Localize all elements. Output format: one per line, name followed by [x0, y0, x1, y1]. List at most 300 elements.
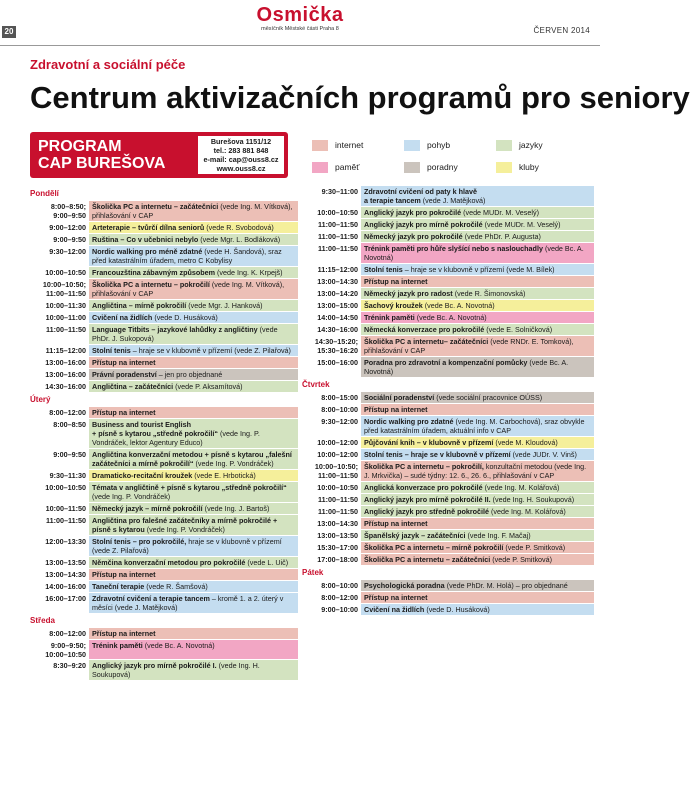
- event-title: Business and tourist English + písně s kytarou „středně pokročilí“: [92, 420, 219, 438]
- schedule-list: [302, 580, 594, 615]
- schedule-list: [302, 392, 594, 565]
- event-details: (vede R. Šamšová): [146, 582, 208, 591]
- schedule-event: [361, 554, 594, 565]
- schedule-list: [30, 628, 298, 680]
- schedule-time: 9:30–11:00: [321, 187, 358, 196]
- event-title: Právní poradenství: [92, 370, 157, 379]
- day-heading-tuesday: Úterý: [30, 395, 51, 404]
- event-details: (vede PhDr. J. Sukopová): [92, 325, 278, 343]
- event-title: Přístup na internet: [92, 570, 156, 579]
- event-details: (vede J. Matějková): [422, 196, 486, 205]
- schedule-event: [361, 404, 594, 415]
- schedule-row: [302, 542, 594, 553]
- schedule-time: 13:00–14:30: [317, 277, 358, 286]
- schedule-event: [361, 219, 594, 230]
- event-details: (vede P. Smitková): [492, 555, 553, 564]
- schedule-time: 13:00–13:50: [317, 531, 358, 540]
- logo-name: Osmička: [256, 4, 344, 26]
- schedule-time: 10:00–12:00: [317, 438, 358, 447]
- event-details: (vede Bc. A. Novotná): [144, 641, 215, 650]
- schedule-row: [30, 569, 298, 580]
- page-number: 20: [2, 26, 16, 38]
- schedule-row: [30, 482, 298, 502]
- schedule-list: [302, 186, 594, 377]
- schedule-row: [30, 628, 298, 639]
- schedule-row: [302, 276, 594, 287]
- page-header: [0, 0, 600, 46]
- schedule-time: 8:00–8:50; 9:00–9:50: [50, 202, 86, 220]
- legend-swatch: [312, 140, 328, 151]
- schedule-row: [302, 207, 594, 218]
- schedule-row: [30, 470, 298, 481]
- event-title: Cvičení na židlích: [92, 313, 153, 322]
- event-details: (vede Bc. A. Novotná): [364, 244, 584, 262]
- program-title: [38, 138, 165, 172]
- event-title: Školička PC a internetu – začátečníci: [92, 202, 219, 211]
- category-legend: [312, 140, 592, 182]
- event-details: (vede Bc. A. Novotná): [416, 313, 487, 322]
- event-title: Přístup na internet: [364, 593, 428, 602]
- schedule-row: [30, 369, 298, 380]
- legend-label: poradny: [427, 162, 458, 172]
- schedule-row: [302, 604, 594, 615]
- schedule-event: [361, 416, 594, 436]
- schedule-row: [30, 357, 298, 368]
- schedule-row: [302, 580, 594, 591]
- schedule-row: [30, 201, 298, 221]
- schedule-list: [30, 407, 298, 613]
- event-details: (vede Ing. M. Vítková), přihlašování v CAP: [92, 280, 285, 298]
- issue-date: ČERVEN 2014: [533, 26, 590, 35]
- event-title: Trénink paměti: [364, 313, 415, 322]
- schedule-row: [302, 449, 594, 460]
- schedule-row: [30, 324, 298, 344]
- event-details: (vede M. Kloudová): [495, 438, 558, 447]
- schedule-event: [361, 357, 594, 377]
- schedule-time: 8:00–12:00: [49, 629, 86, 638]
- event-details: (vede MUDr. M. Veselý): [484, 220, 561, 229]
- schedule-event: [361, 300, 594, 311]
- schedule-row: [30, 279, 298, 299]
- event-details: (vede P. Aksamítová): [175, 382, 243, 391]
- magazine-logo[interactable]: [232, 4, 368, 33]
- schedule-time: 9:00–9:50; 10:00–10:50: [45, 641, 86, 659]
- schedule-event: [361, 312, 594, 323]
- event-details: (vede P. Smitková): [505, 543, 566, 552]
- schedule-row: [302, 219, 594, 230]
- schedule-row: [302, 324, 594, 335]
- schedule-time: 13:00–14:30: [317, 519, 358, 528]
- logo-subtitle: měsíčník Městské části Praha 8: [261, 26, 339, 32]
- schedule-event: [89, 515, 298, 535]
- legend-label: internet: [335, 140, 364, 150]
- schedule-event: [89, 357, 298, 368]
- event-details: (vede Ing. M. Kolářová): [491, 507, 566, 516]
- event-details: (vede Mgr. J. Hanková): [188, 301, 263, 310]
- schedule-event: [361, 392, 594, 403]
- day-heading-friday: Pátek: [302, 568, 324, 577]
- schedule-row: [30, 593, 298, 613]
- schedule-time: 8:00–8:50: [53, 420, 86, 429]
- schedule-event: [361, 288, 594, 299]
- schedule-event: [361, 518, 594, 529]
- schedule-event: [89, 569, 298, 580]
- schedule-row: [30, 503, 298, 514]
- program-title-line1: PROGRAM: [38, 138, 122, 155]
- schedule-row: [30, 234, 298, 245]
- event-details: (vede Ing. P. Vondráček): [92, 492, 171, 501]
- event-title: Školička PC a internetu – pokročilí: [92, 280, 210, 289]
- schedule-time: 16:00–17:00: [45, 594, 86, 603]
- event-title: Anglická konverzace pro pokročilé: [364, 483, 483, 492]
- event-title: Angličtina – začátečníci: [92, 382, 174, 391]
- schedule-time: 13:00–13:50: [45, 558, 86, 567]
- event-title: Stolní tenis: [364, 265, 403, 274]
- schedule-time: 9:30–11:30: [49, 471, 86, 480]
- schedule-time: 9:00–9:50: [53, 450, 86, 459]
- event-title: Stolní tenis – hraje se v klubovně v přízemí: [364, 450, 511, 459]
- schedule-time: 11:00–11:50: [318, 220, 358, 229]
- schedule-row: [302, 243, 594, 263]
- event-title: Anglický jazyk pro pokročilé: [364, 208, 462, 217]
- event-title: Přístup na internet: [364, 405, 428, 414]
- event-title: Přístup na internet: [364, 519, 428, 528]
- event-title: Přístup na internet: [92, 358, 156, 367]
- schedule-time: 12:00–13:30: [45, 537, 86, 546]
- event-title: Psychologická poradna: [364, 581, 445, 590]
- schedule-event: [89, 640, 298, 659]
- event-title: Trénink paměti: [92, 641, 143, 650]
- schedule-row: [302, 530, 594, 541]
- event-title: Stolní tenis: [92, 346, 131, 355]
- schedule-time: 11:15–12:00: [317, 265, 358, 274]
- schedule-time: 10:00–10:50: [45, 483, 86, 492]
- contact-email[interactable]: e-mail: cap@ouss8.cz: [203, 155, 279, 164]
- schedule-time: 14:30–16:00: [317, 325, 358, 334]
- schedule-time: 10:00–11:00: [45, 313, 86, 322]
- legend-swatch: [312, 162, 328, 173]
- schedule-event: [361, 264, 594, 275]
- schedule-row: [30, 407, 298, 418]
- event-title: Angličtina konverzační metodou + písně s kytarou „falešní začátečníci a mírně pokročilí“: [92, 450, 292, 468]
- event-details: (vede Ing. P. Vondráček, lektor Agentury Educo): [92, 429, 260, 447]
- event-details: (vede H. Šandová), sraz před katastrálním úřadem, metro C Kobylisy: [92, 247, 282, 265]
- schedule-event: [89, 593, 298, 613]
- event-title: Témata v angličtině + písně s kytarou „středně pokročilí“: [92, 483, 287, 492]
- event-title: Stolní tenis – pro pokročilé,: [92, 537, 187, 546]
- schedule-row: [302, 506, 594, 517]
- event-details: (vede L. Uič): [247, 558, 289, 567]
- schedule-event: [361, 243, 594, 263]
- legend-label: kluby: [519, 162, 539, 172]
- schedule-row: [30, 312, 298, 323]
- schedule-time: 8:00–12:00: [49, 408, 86, 417]
- event-details: (vede Ing. M. Carbochová), sraz obvykle před katastrálním úřadem, aktuální info v CAP: [364, 417, 585, 435]
- event-title: Dramaticko-recitační kroužek: [92, 471, 193, 480]
- schedule-row: [302, 336, 594, 356]
- event-title: Angličtina pro falešné začátečníky a mírně pokročilé + písně s kytarou: [92, 516, 278, 534]
- schedule-time: 9:00–10:00: [321, 605, 358, 614]
- schedule-time: 13:00–16:00: [45, 358, 86, 367]
- schedule-event: [361, 231, 594, 242]
- schedule-left-column: [30, 186, 298, 681]
- event-title: Zdravotní cvičení a terapie tancem: [92, 594, 210, 603]
- schedule-event: [89, 581, 298, 592]
- legend-swatch: [496, 140, 512, 151]
- schedule-event: [361, 592, 594, 603]
- schedule-row: [302, 300, 594, 311]
- event-details: (vede Bc. A. Novotná): [424, 301, 495, 310]
- schedule-time: 15:00–16:00: [317, 358, 358, 367]
- event-title: Španělský jazyk – začátečníci: [364, 531, 466, 540]
- schedule-row: [302, 392, 594, 403]
- event-details: (vede PhDr. P. Augusta): [464, 232, 541, 241]
- event-title: Šachový kroužek: [364, 301, 423, 310]
- event-title: Taneční terapie: [92, 582, 145, 591]
- schedule-event: [361, 542, 594, 553]
- event-details: (vede D. Husáková): [426, 605, 490, 614]
- event-title: Přístup na internet: [92, 629, 156, 638]
- day-heading-thursday: Čtvrtek: [302, 380, 330, 389]
- schedule-event: [361, 494, 594, 505]
- schedule-row: [30, 246, 298, 266]
- event-title: Zdravotní cvičení od paty k hlavě a terapie tancem: [364, 187, 478, 205]
- schedule-event: [89, 222, 298, 233]
- schedule-event: [361, 437, 594, 448]
- schedule-time: 10:00–10:50; 11:00–11:50: [314, 462, 358, 480]
- schedule-row: [30, 581, 298, 592]
- schedule-row: [302, 482, 594, 493]
- legend-label: paměť: [335, 162, 360, 172]
- event-title: Sociální poradenství: [364, 393, 435, 402]
- event-title: Nordic walking pro zdatné: [364, 417, 454, 426]
- event-details: (vede sociální pracovnice OÚSS): [436, 393, 543, 402]
- legend-label: jazyky: [519, 140, 543, 150]
- event-title: Anglický jazyk pro středně pokročilé: [364, 507, 490, 516]
- schedule-time: 8:00–15:00: [321, 393, 358, 402]
- section-rubric: Zdravotní a sociální péče: [30, 57, 186, 72]
- schedule-time: 11:00–11:50: [46, 325, 86, 334]
- schedule-time: 14:00–16:00: [45, 582, 86, 591]
- schedule-row: [30, 640, 298, 659]
- schedule-time: 13:00–16:00: [45, 370, 86, 379]
- schedule-time: 8:00–12:00: [321, 593, 358, 602]
- article-headline: Centrum aktivizačních programů pro seniory: [30, 80, 690, 115]
- event-details: (vede Ing. K. Krpejš): [217, 268, 283, 277]
- schedule-time: 9:00–9:50: [53, 235, 86, 244]
- schedule-event: [89, 419, 298, 448]
- event-title: Language Titbits – jazykové lahůdky z angličtiny: [92, 325, 258, 334]
- schedule-time: 14:30–16:00: [45, 382, 86, 391]
- event-title: Přístup na internet: [364, 277, 428, 286]
- event-title: Cvičení na židlích: [364, 605, 425, 614]
- schedule-time: 11:00–11:50: [318, 495, 358, 504]
- schedule-row: [30, 449, 298, 469]
- event-title: Ruština – Co v učebnici nebylo: [92, 235, 199, 244]
- schedule-time: 8:30–9:20: [53, 661, 86, 670]
- schedule-time: 10:00–10:50: [45, 268, 86, 277]
- event-details: (vede PhDr. M. Holá) – pro objednané: [446, 581, 568, 590]
- legend-swatch: [404, 140, 420, 151]
- schedule-event: [361, 580, 594, 591]
- event-details: (vede D. Husáková): [154, 313, 218, 322]
- event-title: Arteterapie – tvůrčí dílna seniorů: [92, 223, 205, 232]
- event-details: hraje se v klubovně v přízemí (vede Z. Pilařová): [92, 537, 282, 555]
- schedule-time: 8:00–10:00: [321, 405, 358, 414]
- event-title: Nordic walking pro méně zdatné: [92, 247, 203, 256]
- event-title: Německý jazyk pro pokročilé: [364, 232, 463, 241]
- schedule-row: [30, 381, 298, 392]
- schedule-row: [30, 300, 298, 311]
- schedule-row: [30, 419, 298, 448]
- schedule-row: [302, 404, 594, 415]
- schedule-event: [89, 369, 298, 380]
- schedule-event: [89, 628, 298, 639]
- event-title: Francouzština zábavným způsobem: [92, 268, 216, 277]
- schedule-event: [89, 234, 298, 245]
- schedule-time: 11:00–11:50: [46, 516, 86, 525]
- schedule-time: 13:00–14:30: [45, 570, 86, 579]
- event-details: (vede JUDr. V. Vinš): [512, 450, 577, 459]
- schedule-event: [89, 449, 298, 469]
- schedule-row: [302, 494, 594, 505]
- schedule-time: 14:30–15:20; 15:30–16:20: [314, 337, 358, 355]
- schedule-event: [89, 246, 298, 266]
- schedule-time: 11:00–11:50: [318, 507, 358, 516]
- schedule-row: [30, 536, 298, 556]
- event-details: – jen pro objednané: [158, 370, 223, 379]
- event-title: Německá konverzace pro pokročilé: [364, 325, 485, 334]
- event-title: Němčina konverzační metodou pro pokročilé: [92, 558, 246, 567]
- event-details: (vede R. Šimonovská): [454, 289, 526, 298]
- schedule-time: 9:30–12:00: [49, 247, 86, 256]
- schedule-time: 10:00–12:00: [317, 450, 358, 459]
- contact-address: Burešova 1151/12: [210, 137, 272, 146]
- schedule-event: [89, 312, 298, 323]
- legend-swatch: [496, 162, 512, 173]
- legend-label: pohyb: [427, 140, 451, 150]
- schedule-event: [361, 604, 594, 615]
- program-title-line2: CAP BUREŠOVA: [38, 155, 166, 172]
- event-details: (vede Bc. A. Novotná): [364, 358, 569, 376]
- event-details: – hraje se v klubovně v přízemí (vede Z. Pilařová): [132, 346, 291, 355]
- event-title: Přístup na internet: [92, 408, 156, 417]
- schedule-event: [361, 449, 594, 460]
- program-box: [30, 132, 288, 178]
- event-details: (vede Ing. P. Vondráček): [146, 525, 225, 534]
- schedule-row: [302, 357, 594, 377]
- schedule-event: [89, 267, 298, 278]
- event-title: Anglický jazyk pro mírně pokročilé I.: [92, 661, 217, 670]
- event-details: (vede E. Solničková): [486, 325, 553, 334]
- event-details: (vede RNDr. E. Tomková), přihlašování v CAP: [364, 337, 574, 355]
- schedule-row: [302, 312, 594, 323]
- schedule-event: [89, 470, 298, 481]
- schedule-row: [302, 264, 594, 275]
- event-details: – hraje se v klubovně v přízemí (vede M. Bílek): [404, 265, 555, 274]
- schedule-event: [89, 345, 298, 356]
- schedule-list: [30, 201, 298, 392]
- schedule-event: [89, 201, 298, 221]
- schedule-time: 13:00–15:00: [317, 301, 358, 310]
- schedule-row: [302, 437, 594, 448]
- schedule-event: [361, 336, 594, 356]
- contact-info: [198, 136, 284, 174]
- event-details: (vede Ing. H. Soukupová): [492, 495, 575, 504]
- schedule-time: 9:30–12:00: [321, 417, 358, 426]
- schedule-time: 14:00–14:50: [317, 313, 358, 322]
- schedule-row: [30, 660, 298, 680]
- schedule-time: 11:00–11:50: [318, 244, 358, 253]
- schedule-event: [89, 482, 298, 502]
- schedule-event: [89, 279, 298, 299]
- schedule-event: [361, 186, 594, 206]
- schedule-time: 15:30–17:00: [317, 543, 358, 552]
- schedule-time: 10:00–10:50: [317, 208, 358, 217]
- schedule-time: 11:15–12:00: [45, 346, 86, 355]
- event-details: (vede Ing. M. Vítková), přihlašování v CAP: [92, 202, 293, 220]
- schedule-row: [302, 186, 594, 206]
- event-details: (vede Ing. F. Mačaj): [467, 531, 531, 540]
- schedule-row: [30, 515, 298, 535]
- schedule-event: [89, 324, 298, 344]
- schedule-row: [302, 288, 594, 299]
- schedule-time: 10:00–10:50: [317, 483, 358, 492]
- event-details: (vede Ing. H. Soukupová): [92, 661, 260, 679]
- event-details: (vede E. Hrbotická): [194, 471, 256, 480]
- schedule-event: [89, 300, 298, 311]
- event-details: (vede Mgr. L. Bodláková): [200, 235, 281, 244]
- schedule-time: 17:00–18:00: [317, 555, 358, 564]
- event-details: (vede Ing. J. Bartoš): [204, 504, 270, 513]
- event-title: Školička PC a internetu– začátečníci: [364, 337, 489, 346]
- event-title: Německý jazyk – mírně pokročilí: [92, 504, 203, 513]
- schedule-row: [302, 592, 594, 603]
- schedule-event: [361, 530, 594, 541]
- event-title: Angličtina – mírně pokročilí: [92, 301, 187, 310]
- event-details: (vede Ing. P. Vondráček): [195, 459, 274, 468]
- schedule-time: 11:00–11:50: [318, 232, 358, 241]
- event-title: Školička PC a internetu – pokročilí,: [364, 462, 484, 471]
- schedule-event: [89, 660, 298, 680]
- contact-phone: tel.: 283 881 848: [213, 146, 269, 155]
- schedule-event: [361, 276, 594, 287]
- schedule-time: 9:00–12:00: [49, 223, 86, 232]
- event-details: – kromě 1. a 2. úterý v měsíci (vede J. Matějková): [92, 594, 284, 612]
- event-title: Anglický jazyk pro mírně pokročilé: [364, 220, 483, 229]
- schedule-right-column: [302, 186, 594, 616]
- day-heading-monday: Pondělí: [30, 189, 59, 198]
- schedule-event: [361, 506, 594, 517]
- schedule-event: [89, 407, 298, 418]
- schedule-event: [361, 461, 594, 481]
- event-details: konzultační metodou (vede Ing. J. Mrkvička) – sudé týdny: 12. 6., 26. 6., přihlašování v CAP: [364, 462, 587, 480]
- schedule-time: 10:00–11:30: [45, 301, 86, 310]
- schedule-event: [89, 503, 298, 514]
- schedule-row: [302, 554, 594, 565]
- schedule-row: [302, 518, 594, 529]
- schedule-time: 8:00–10:00: [321, 581, 358, 590]
- schedule-time: 10:00–11:50: [45, 504, 86, 513]
- schedule-row: [30, 345, 298, 356]
- contact-web[interactable]: www.ouss8.cz: [216, 164, 266, 173]
- event-title: Německý jazyk pro radost: [364, 289, 453, 298]
- schedule-row: [30, 557, 298, 568]
- schedule-time: 10:00–10:50; 11:00–11:50: [42, 280, 86, 298]
- schedule-row: [302, 416, 594, 436]
- event-title: Poradna pro zdravotní a kompenzační pomůcky: [364, 358, 528, 367]
- event-title: Anglický jazyk pro mírně pokročilé II.: [364, 495, 491, 504]
